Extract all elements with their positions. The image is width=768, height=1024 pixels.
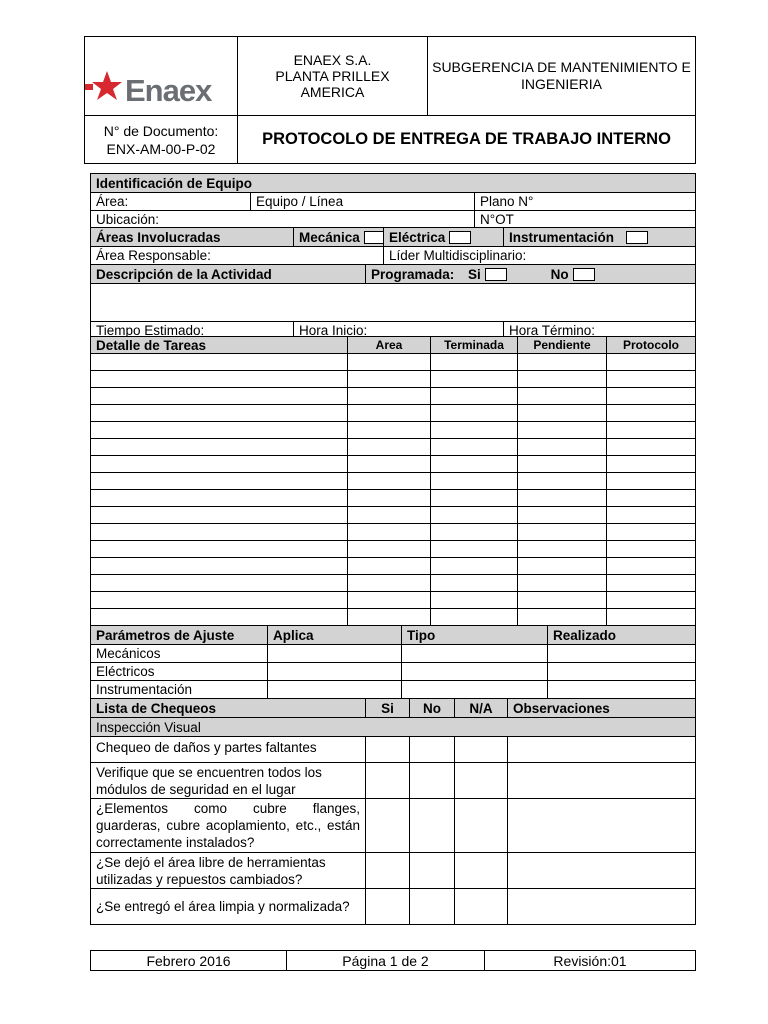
task-protocolo-cell[interactable] [607, 609, 696, 626]
check-si-cell[interactable] [366, 763, 410, 799]
task-area-cell[interactable] [348, 371, 431, 388]
task-protocolo-cell[interactable] [607, 575, 696, 592]
task-protocolo-cell[interactable] [607, 524, 696, 541]
equipment-section-title: Identificación de Equipo [91, 174, 696, 193]
param-row-label: Instrumentación [91, 681, 268, 699]
task-pendiente-cell[interactable] [518, 473, 607, 490]
enaex-logo [85, 37, 237, 110]
aplica-cell[interactable] [268, 663, 402, 681]
task-description-cell[interactable] [91, 558, 348, 575]
task-row [91, 422, 696, 439]
doc-label: N° de Documento: [103, 122, 219, 139]
activity-title: Descripción de la Actividad [91, 265, 366, 284]
check-item: Verifique que se encuentren todos los módulos de seguridad en el lugar [91, 763, 366, 799]
task-protocolo-cell[interactable] [607, 507, 696, 524]
company-name: ENAEX S.A. [293, 52, 372, 68]
task-row [91, 524, 696, 541]
check-item: ¿Se dejó el área libre de herramientas utilizadas y repuestos cambiados? [91, 853, 366, 889]
task-row [91, 575, 696, 592]
task-pendiente-cell[interactable] [518, 507, 607, 524]
check-si-cell[interactable] [366, 799, 410, 853]
check-obs-cell[interactable] [508, 889, 696, 925]
task-description-cell[interactable] [91, 354, 348, 371]
task-area-cell[interactable] [348, 609, 431, 626]
tiempo-estimado-field[interactable]: Tiempo Estimado: [91, 322, 294, 339]
task-terminada-cell[interactable] [431, 422, 518, 439]
programada-row [366, 265, 696, 284]
footer-revision: Revisión:01 [485, 951, 696, 971]
param-row-label: Eléctricos [91, 663, 268, 681]
lider-field[interactable]: Líder Multidisciplinario: [384, 247, 696, 265]
electrica-checkbox[interactable] [449, 231, 471, 244]
task-row [91, 456, 696, 473]
checklist-table [90, 698, 696, 925]
task-row [91, 609, 696, 626]
mecanica-label: Mecánica [299, 229, 360, 245]
task-terminada-cell[interactable] [431, 490, 518, 507]
task-pendiente-cell[interactable] [518, 592, 607, 609]
task-area-cell[interactable] [348, 354, 431, 371]
check-na-cell[interactable] [455, 889, 508, 925]
task-pendiente-cell[interactable] [518, 456, 607, 473]
footer-page: Página 1 de 2 [287, 951, 485, 971]
task-protocolo-cell[interactable] [607, 371, 696, 388]
task-area-cell[interactable] [348, 541, 431, 558]
check-obs-cell[interactable] [508, 737, 696, 763]
tipo-cell[interactable] [402, 663, 548, 681]
col-area: Area [348, 337, 431, 354]
task-description-cell[interactable] [91, 592, 348, 609]
tipo-cell[interactable] [402, 645, 548, 663]
check-obs-cell[interactable] [508, 799, 696, 853]
task-pendiente-cell[interactable] [518, 490, 607, 507]
task-protocolo-cell[interactable] [607, 456, 696, 473]
task-area-cell[interactable] [348, 558, 431, 575]
task-pendiente-cell[interactable] [518, 575, 607, 592]
document-header [84, 36, 696, 164]
task-pendiente-cell[interactable] [518, 405, 607, 422]
task-terminada-cell[interactable] [431, 507, 518, 524]
check-si-cell[interactable] [366, 853, 410, 889]
tipo-cell[interactable] [402, 681, 548, 699]
task-area-cell[interactable] [348, 575, 431, 592]
col-pendiente: Pendiente [518, 337, 607, 354]
mecanica-option[interactable] [294, 228, 384, 247]
task-pendiente-cell[interactable] [518, 524, 607, 541]
task-row [91, 473, 696, 490]
task-row [91, 354, 696, 371]
programada-label: Programada: [371, 266, 455, 282]
task-area-cell[interactable] [348, 473, 431, 490]
task-pendiente-cell[interactable] [518, 541, 607, 558]
task-protocolo-cell[interactable] [607, 422, 696, 439]
task-description-cell[interactable] [91, 507, 348, 524]
task-terminada-cell[interactable] [431, 558, 518, 575]
task-area-cell[interactable] [348, 388, 431, 405]
instrumentacion-label: Instrumentación [509, 229, 615, 245]
plant-name: PLANTA PRILLEX [275, 68, 390, 84]
plant-location: AMERICA [300, 84, 365, 100]
company-cell [238, 37, 428, 116]
hora-termino-field[interactable]: Hora Término: [504, 322, 696, 339]
task-area-cell[interactable] [348, 405, 431, 422]
document-title: PROTOCOLO DE ENTREGA DE TRABAJO INTERNO [238, 116, 696, 164]
tasks-title: Detalle de Tareas [91, 337, 348, 354]
col-si: Si [366, 699, 410, 718]
task-row [91, 388, 696, 405]
programada-si-checkbox[interactable] [485, 268, 507, 281]
plano-field[interactable]: Plano N° [475, 193, 696, 211]
page-footer [90, 950, 696, 971]
task-terminada-cell[interactable] [431, 592, 518, 609]
check-item: ¿Elementos como cubre flanges, guarderas, cubre acoplamiento, etc., están correctamente instalados? [91, 799, 366, 853]
logo-cell [85, 37, 238, 116]
task-area-cell[interactable] [348, 490, 431, 507]
check-obs-cell[interactable] [508, 763, 696, 799]
task-pendiente-cell[interactable] [518, 558, 607, 575]
task-terminada-cell[interactable] [431, 405, 518, 422]
area-responsable-field[interactable]: Área Responsable: [91, 247, 384, 265]
task-row [91, 371, 696, 388]
task-protocolo-cell[interactable] [607, 473, 696, 490]
task-pendiente-cell[interactable] [518, 371, 607, 388]
task-row [91, 490, 696, 507]
task-description-cell[interactable] [91, 541, 348, 558]
task-protocolo-cell[interactable] [607, 439, 696, 456]
col-observaciones: Observaciones [508, 699, 696, 718]
realizado-cell[interactable] [548, 645, 696, 663]
equipo-linea-field[interactable]: Equipo / Línea [251, 193, 475, 211]
task-description-cell[interactable] [91, 490, 348, 507]
task-row [91, 558, 696, 575]
programada-si-label: Si [468, 266, 481, 282]
check-si-cell[interactable] [366, 889, 410, 925]
doc-number-cell [85, 116, 238, 164]
area-field[interactable]: Área: [91, 193, 251, 211]
instrumentacion-checkbox[interactable] [626, 231, 648, 244]
check-obs-cell[interactable] [508, 853, 696, 889]
parameters-table [90, 625, 696, 699]
task-row [91, 592, 696, 609]
task-area-cell[interactable] [348, 524, 431, 541]
col-tipo: Tipo [402, 626, 548, 645]
col-na: N/A [455, 699, 508, 718]
hora-inicio-field[interactable]: Hora Inicio: [294, 322, 504, 339]
task-area-cell[interactable] [348, 456, 431, 473]
task-description-cell[interactable] [91, 388, 348, 405]
task-description-cell[interactable] [91, 422, 348, 439]
col-no: No [410, 699, 455, 718]
task-terminada-cell[interactable] [431, 473, 518, 490]
task-area-cell[interactable] [348, 439, 431, 456]
col-protocolo: Protocolo [607, 337, 696, 354]
realizado-cell[interactable] [548, 663, 696, 681]
areas-title: Áreas Involucradas [91, 228, 294, 247]
electrica-label: Eléctrica [389, 229, 446, 245]
ubicacion-field[interactable]: Ubicación: [91, 211, 475, 228]
task-description-cell[interactable] [91, 473, 348, 490]
task-protocolo-cell[interactable] [607, 558, 696, 575]
task-protocolo-cell[interactable] [607, 541, 696, 558]
enaex-star-icon [92, 71, 122, 100]
realizado-cell[interactable] [548, 681, 696, 699]
tasks-table [90, 336, 696, 626]
task-description-cell[interactable] [91, 575, 348, 592]
task-pendiente-cell[interactable] [518, 354, 607, 371]
department-line-1: SUBGERENCIA DE MANTENIMIENTO E [432, 59, 691, 75]
ot-field[interactable]: N°OT [475, 211, 696, 228]
check-na-cell[interactable] [455, 853, 508, 889]
task-pendiente-cell[interactable] [518, 609, 607, 626]
task-protocolo-cell[interactable] [607, 592, 696, 609]
check-na-cell[interactable] [455, 799, 508, 853]
aplica-cell[interactable] [268, 645, 402, 663]
task-description-cell[interactable] [91, 439, 348, 456]
equipment-table [90, 173, 696, 339]
task-terminada-cell[interactable] [431, 524, 518, 541]
task-terminada-cell[interactable] [431, 541, 518, 558]
task-protocolo-cell[interactable] [607, 405, 696, 422]
task-pendiente-cell[interactable] [518, 439, 607, 456]
department-line-2: INGENIERIA [521, 76, 602, 92]
check-na-cell[interactable] [455, 763, 508, 799]
task-row [91, 507, 696, 524]
task-description-cell[interactable] [91, 524, 348, 541]
mecanica-checkbox[interactable] [364, 231, 384, 244]
task-pendiente-cell[interactable] [518, 388, 607, 405]
task-pendiente-cell[interactable] [518, 422, 607, 439]
check-no-cell[interactable] [410, 737, 455, 763]
task-terminada-cell[interactable] [431, 439, 518, 456]
logo-wordmark: Enaex [125, 73, 212, 108]
task-area-cell[interactable] [348, 592, 431, 609]
check-no-cell[interactable] [410, 763, 455, 799]
col-realizado: Realizado [548, 626, 696, 645]
task-terminada-cell[interactable] [431, 456, 518, 473]
task-terminada-cell[interactable] [431, 371, 518, 388]
col-terminada: Terminada [431, 337, 518, 354]
task-terminada-cell[interactable] [431, 388, 518, 405]
check-no-cell[interactable] [410, 799, 455, 853]
parameters-title: Parámetros de Ajuste [91, 626, 268, 645]
task-protocolo-cell[interactable] [607, 490, 696, 507]
task-area-cell[interactable] [348, 507, 431, 524]
task-description-cell[interactable] [91, 405, 348, 422]
checklist-title: Lista de Chequeos [91, 699, 366, 718]
electrica-option[interactable] [384, 228, 504, 247]
task-terminada-cell[interactable] [431, 609, 518, 626]
programada-no-label: No [550, 266, 569, 282]
check-item: ¿Se entregó el área limpia y normalizada? [91, 889, 366, 925]
doc-number: ENX-AM-00-P-02 [106, 140, 216, 157]
task-protocolo-cell[interactable] [607, 354, 696, 371]
inspeccion-visual-subheader: Inspección Visual [91, 718, 696, 737]
check-no-cell[interactable] [410, 889, 455, 925]
task-terminada-cell[interactable] [431, 354, 518, 371]
col-aplica: Aplica [268, 626, 402, 645]
task-description-cell[interactable] [91, 456, 348, 473]
param-row-label: Mecánicos [91, 645, 268, 663]
check-na-cell[interactable] [455, 737, 508, 763]
task-row [91, 405, 696, 422]
instrumentacion-option[interactable] [504, 228, 696, 247]
department-cell [428, 37, 696, 116]
task-description-cell[interactable] [91, 371, 348, 388]
check-no-cell[interactable] [410, 853, 455, 889]
programada-no-checkbox[interactable] [573, 268, 595, 281]
task-terminada-cell[interactable] [431, 575, 518, 592]
aplica-cell[interactable] [268, 681, 402, 699]
task-protocolo-cell[interactable] [607, 388, 696, 405]
footer-date: Febrero 2016 [91, 951, 287, 971]
activity-description-field[interactable] [91, 284, 696, 322]
task-row [91, 541, 696, 558]
task-area-cell[interactable] [348, 422, 431, 439]
task-row [91, 439, 696, 456]
check-item: Chequeo de daños y partes faltantes [91, 737, 366, 763]
task-description-cell[interactable] [91, 609, 348, 626]
check-si-cell[interactable] [366, 737, 410, 763]
